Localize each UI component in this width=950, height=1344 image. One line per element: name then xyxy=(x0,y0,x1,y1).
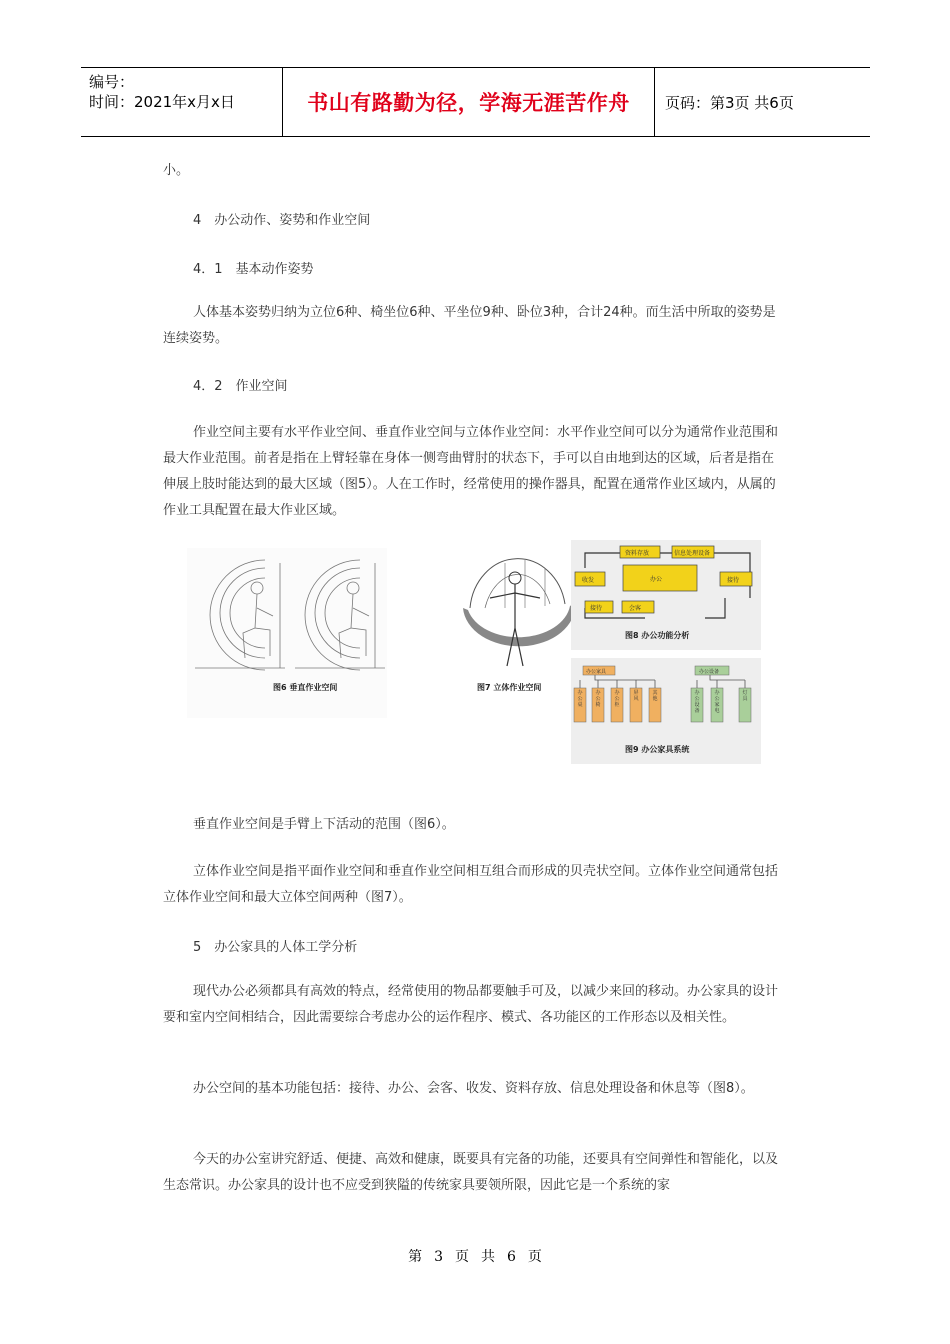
fig9-left-item: 办公桌 xyxy=(577,690,583,708)
header-motto: 书山有路勤为径，学海无涯苦作舟 xyxy=(282,68,655,136)
paragraph-postures: 人体基本姿势归纳为立位6种、椅坐位6种、平坐位9种、卧位3种，合计24种。而生活中所取的姿势是连续姿势。 xyxy=(163,305,776,346)
fig9-left-item: 办公柜 xyxy=(614,690,620,708)
fig9-right-head: 办公设备 xyxy=(699,669,720,675)
fig8-box-4: 办公 xyxy=(650,576,663,583)
fig6-drawing xyxy=(187,548,387,718)
fig7-caption: 图7 立体作业空间 xyxy=(477,683,542,692)
fig9-left-head: 办公家具 xyxy=(586,669,607,675)
fig6-caption: 图6 垂直作业空间 xyxy=(273,683,338,692)
footer-part: 页 xyxy=(527,1249,542,1265)
fig8-box-2: 信息处理设备 xyxy=(674,550,711,557)
page-footer xyxy=(0,1246,950,1266)
page-header xyxy=(81,67,870,137)
header-page-code: 页码：第3页 共6页 xyxy=(665,93,794,112)
number-label: 编号： xyxy=(89,73,135,91)
figure-group xyxy=(185,538,765,766)
section-heading-5: 5 办公家具的人体工学分析 xyxy=(193,940,358,955)
paragraph-vertical-space: 垂直作业空间是手臂上下活动的范围（图6）。 xyxy=(193,817,455,832)
footer-current-page: 3 xyxy=(434,1249,443,1265)
paragraph-work-space: 作业空间主要有水平作业空间、垂直作业空间与立体作业空间：水平作业空间可以分为通常作业范围和最大作业范围。前者是指在上臂轻靠在身体一侧弯曲臂肘的状态下，手可以自由地到达的区域，后者是指在伸展上肢时能达到的最大区域（图5）。人在工作时，经常使用的操作器具，配置在通常作业区域内，从属的作业工具配置在最大作业区域。 xyxy=(163,425,779,518)
fig8-box-7: 会客 xyxy=(629,605,642,612)
fig8-box-1: 资料存放 xyxy=(625,550,650,557)
footer-part: 页 xyxy=(455,1249,469,1265)
fig9-left-item: 其他 xyxy=(652,690,658,702)
fig7-drawing xyxy=(463,559,575,666)
paragraph-modern-office: 现代办公必须都具有高效的特点，经常使用的物品都要触手可及，以减少来回的移动。办公家具的设计要和室内空间相结合，因此需要综合考虑办公的运作程序、模式、各功能区的工作形态以及相关性。 xyxy=(163,984,779,1025)
header-meta xyxy=(81,68,282,136)
fig8-box-6: 接待 xyxy=(590,605,603,612)
section-heading-4-2: 4．2 作业空间 xyxy=(193,379,288,394)
fig8-box-3: 收发 xyxy=(582,577,595,584)
section-heading-4: 4 办公动作、姿势和作业空间 xyxy=(193,213,371,228)
fig9-left-item: 办公椅 xyxy=(595,690,601,708)
footer-part: 共 xyxy=(481,1249,495,1265)
time-label: 时间：2021年x月x日 xyxy=(89,93,235,111)
fig9-right-item: 灯具 xyxy=(742,690,748,702)
section-heading-4-1: 4．1 基本动作姿势 xyxy=(193,262,314,277)
fig9-caption: 图9 办公家具系统 xyxy=(625,745,690,754)
paragraph-office-functions: 办公空间的基本功能包括：接待、办公、会客、收发、资料存放、信息处理设备和休息等（图8）。 xyxy=(193,1081,754,1096)
fig9-right-item: 办公家电 xyxy=(714,690,720,714)
paragraph-today-office: 今天的办公室讲究舒适、便捷、高效和健康，既要具有完备的功能，还要具有空间弹性和智能化，以及生态常识。办公家具的设计也不应受到狭隘的传统家具要领所限，因此它是一个系统的家 xyxy=(163,1152,779,1193)
fig9-right-item: 办公设备 xyxy=(694,690,700,714)
fig8-caption: 图8 办公功能分析 xyxy=(625,631,690,640)
footer-total-pages: 6 xyxy=(507,1249,516,1265)
continued-line: 小。 xyxy=(163,163,190,178)
paragraph-3d-space: 立体作业空间是指平面作业空间和垂直作业空间相互组合而形成的贝壳状空间。立体作业空间通常包括立体作业空间和最大立体空间两种（图7）。 xyxy=(163,864,779,905)
footer-part: 第 xyxy=(408,1249,423,1265)
fig8-box-5: 接待 xyxy=(727,577,740,584)
figures-illustration xyxy=(185,538,765,766)
fig9-left-item: 屏风 xyxy=(633,690,639,702)
